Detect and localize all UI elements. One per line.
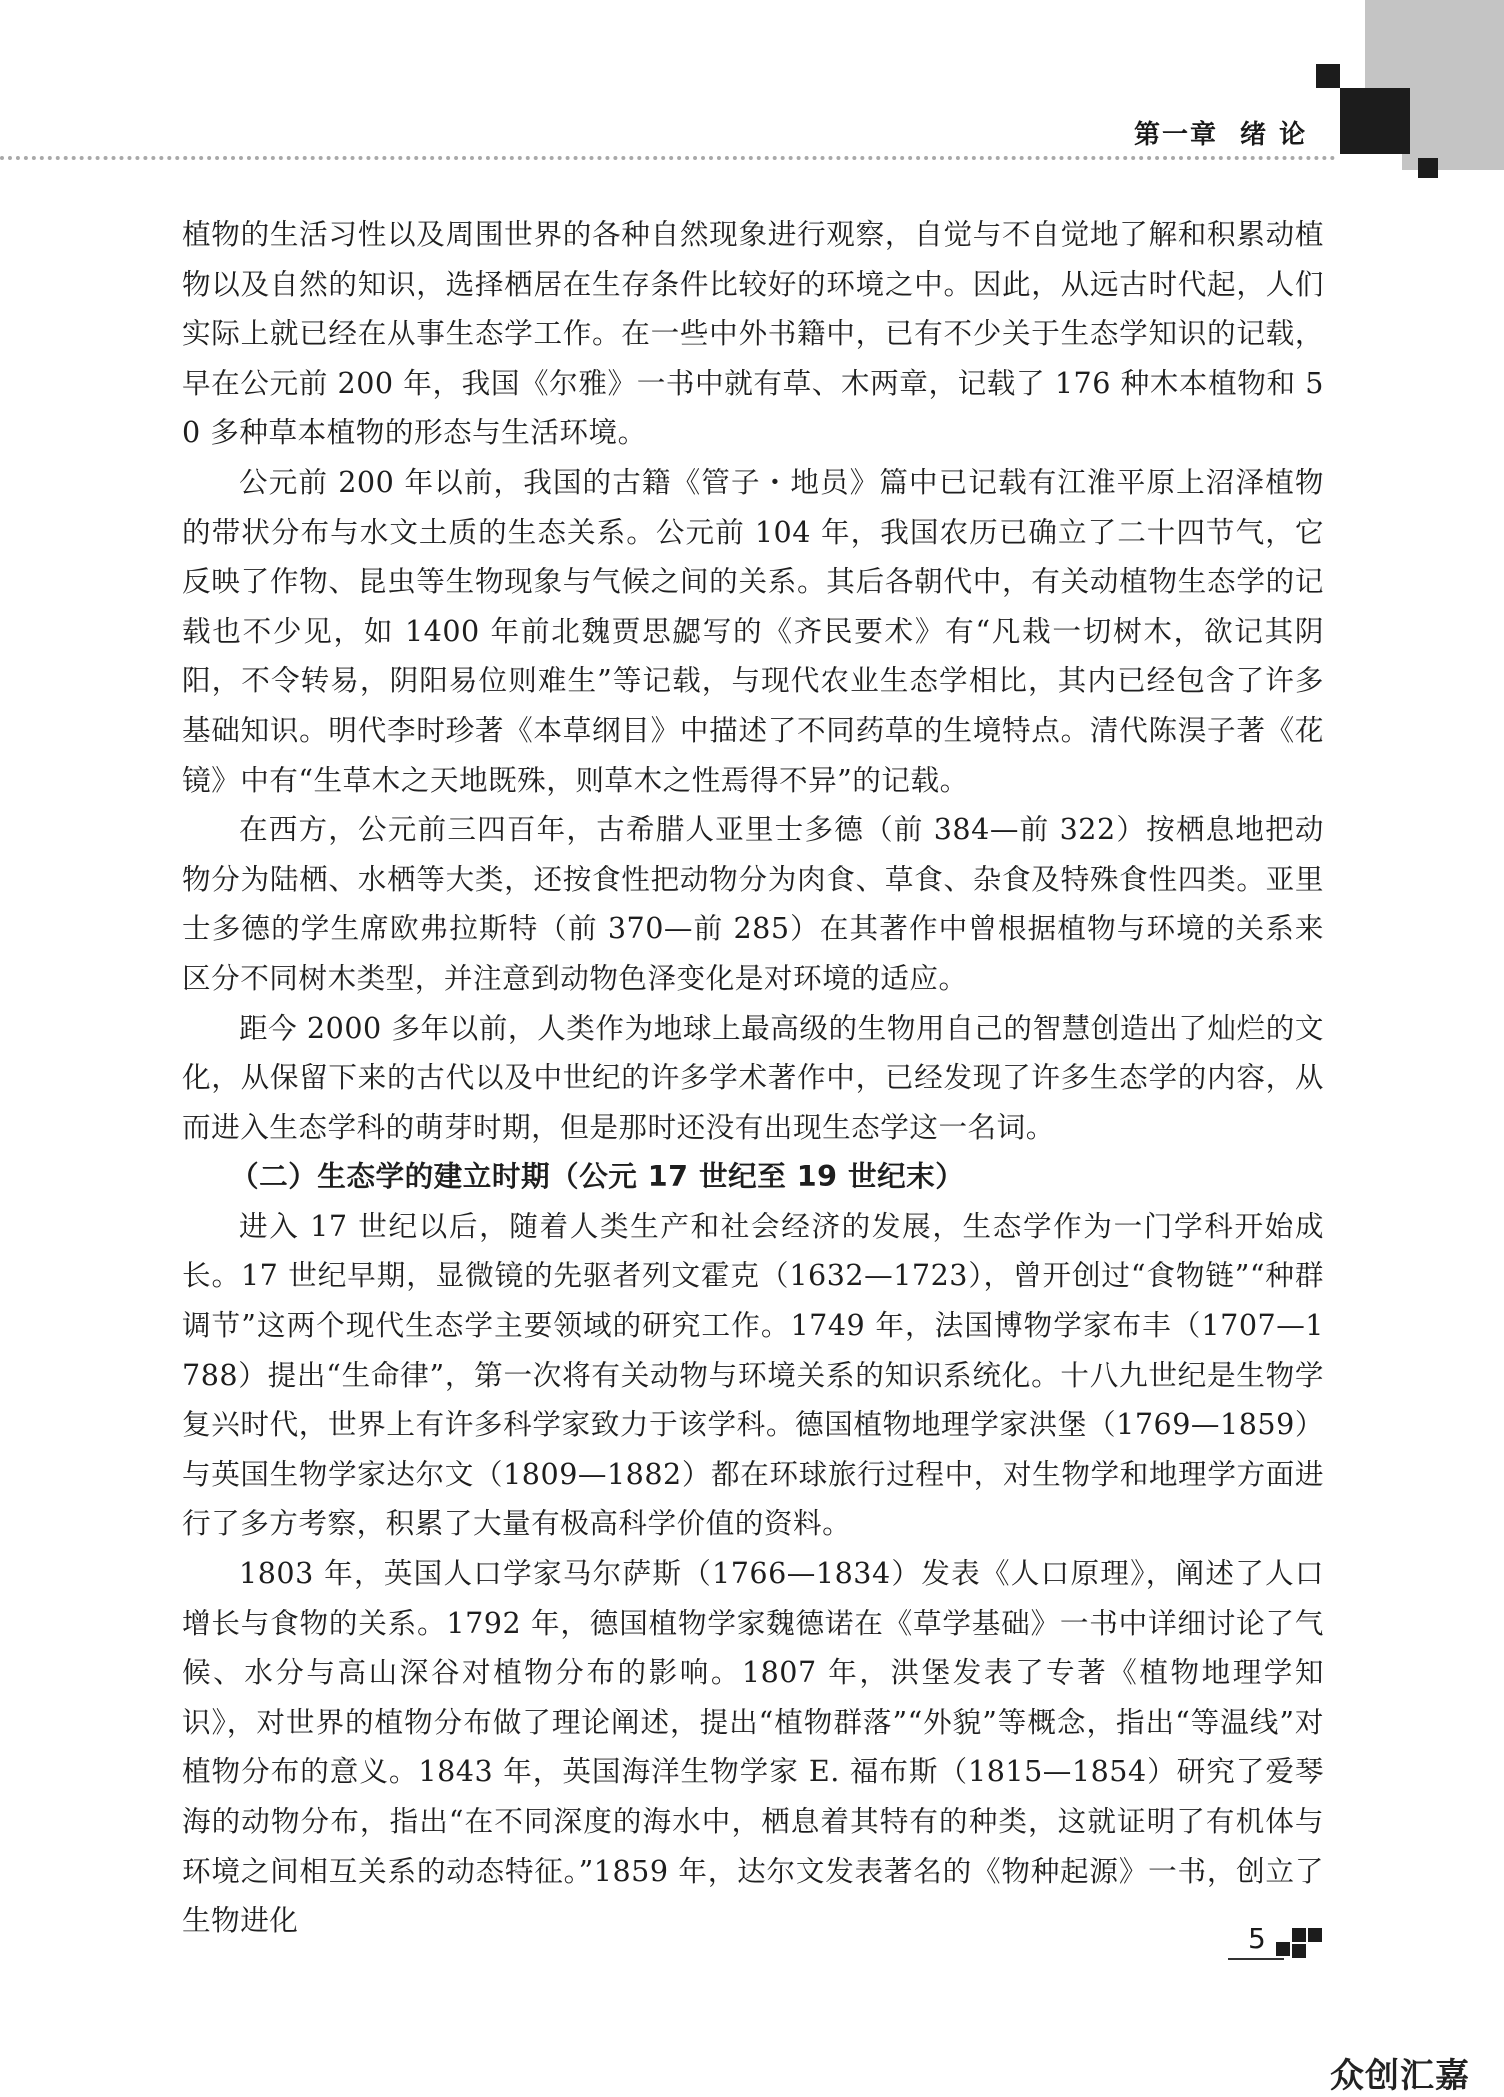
footer-decoration-square (1276, 1942, 1290, 1956)
section-heading: （二）生态学的建立时期（公元 17 世纪至 19 世纪末） (230, 1159, 965, 1194)
watermark-logo: 众创汇嘉 (1330, 2056, 1470, 2096)
running-header (1134, 114, 1334, 151)
page-number-underline (1228, 1958, 1284, 1960)
footer-decoration-square (1292, 1928, 1306, 1942)
footer-decoration-square (1308, 1928, 1322, 1942)
page-body (182, 210, 1324, 1946)
header-decoration-square (1316, 64, 1340, 88)
paragraph: 植物的生活习性以及周围世界的各种自然现象进行观察，自觉与不自觉地了解和积累动植物以及自然的知识，选择栖居在生存条件比较好的环境之中。因此，从远古时代起，人们实际上就已经在从事生态学工作。在一些中外书籍中，已有不少关于生态学知识的记载，早在公元前 200 年，我国《尔雅》一书中就有草、木两章，记载了 176 种木本植物和 50 多种草本植物的形态与生活环境。 (182, 217, 1324, 450)
header-decoration-square-large (1340, 88, 1410, 154)
footer-decoration-square (1292, 1944, 1306, 1958)
page-number: 5 (1248, 1922, 1266, 1955)
header-dotted-rule (0, 156, 1336, 160)
paragraph: 公元前 200 年以前，我国的古籍《管子・地员》篇中已记载有江淮平原上沼泽植物的带状分布与水文土质的生态关系。公元前 104 年，我国农历已确立了二十四节气，它反映了作物、昆虫等生物现象与气候之间的关系。其后各朝代中，有关动植物生态学的记载也不少见，如 1400 年前北魏贾思勰写的《齐民要术》有“凡栽一切树木，欲记其阴阳，不令转易，阴阳易位则难生”等记载，与现代农业生态学相比，其内已经包含了许多基础知识。明代李时珍著《本草纲目》中描述了不同药草的生境特点。清代陈淏子著《花镜》中有“生草木之天地既殊，则草木之性焉得不异”的记载。 (182, 464, 1324, 797)
chapter-number: 第一章 (1134, 120, 1219, 150)
chapter-name: 绪 论 (1240, 120, 1308, 150)
paragraph: 在西方，公元前三四百年，古希腊人亚里士多德（前 384—前 322）按栖息地把动物分为陆栖、水栖等大类，还按食性把动物分为肉食、草食、杂食及特殊食性四类。亚里士多德的学生席欧弗拉斯特（前 370—前 285）在其著作中曾根据植物与环境的关系来区分不同树木类型，并注意到动物色泽变化是对环境的适应。 (182, 812, 1324, 995)
paragraph: 进入 17 世纪以后，随着人类生产和社会经济的发展，生态学作为一门学科开始成长。17 世纪早期，显微镜的先驱者列文霍克（1632—1723），曾开创过“食物链”“种群调节”这两个现代生态学主要领域的研究工作。1749 年，法国博物学家布丰（1707—1788）提出“生命律”，第一次将有关动物与环境关系的知识系统化。十八九世纪是生物学复兴时代，世界上有许多科学家致力于该学科。德国植物地理学家洪堡（1769—1859）与英国生物学家达尔文（1809—1882）都在环球旅行过程中，对生物学和地理学方面进行了多方考察，积累了大量有极高科学价值的资料。 (182, 1208, 1324, 1541)
paragraph: 1803 年，英国人口学家马尔萨斯（1766—1834）发表《人口原理》，阐述了人口增长与食物的关系。1792 年，德国植物学家魏德诺在《草学基础》一书中详细讨论了气候、水分与高山深谷对植物分布的影响。1807 年，洪堡发表了专著《植物地理学知识》，对世界的植物分布做了理论阐述，提出“植物群落”“外貌”等概念，指出“等温线”对植物分布的意义。1843 年，英国海洋生物学家 E. 福布斯（1815—1854）研究了爱琴海的动物分布，指出“在不同深度的海水中，栖息着其特有的种类，这就证明了有机体与环境之间相互关系的动态特征。”1859 年，达尔文发表著名的《物种起源》一书，创立了生物进化 (182, 1556, 1324, 1938)
header-decoration-square-small (1418, 158, 1438, 178)
paragraph: 距今 2000 多年以前，人类作为地球上最高级的生物用自己的智慧创造出了灿烂的文化，从保留下来的古代以及中世纪的许多学术著作中，已经发现了许多生态学的内容，从而进入生态学科的萌芽时期，但是那时还没有出现生态学这一名词。 (182, 1010, 1324, 1144)
